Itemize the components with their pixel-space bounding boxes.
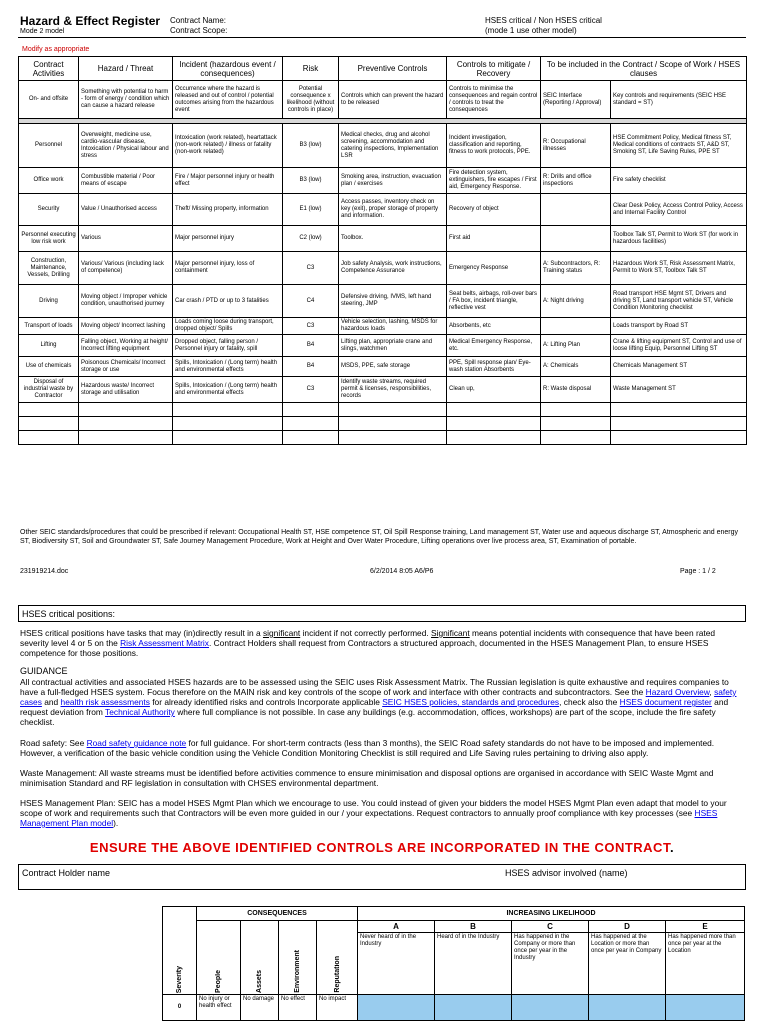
cell-seic: A: Lifting Plan: [541, 335, 611, 357]
cell-preventive: Smoking area, instruction, evacuation plan / exercises: [339, 168, 447, 194]
road-safety-paragraph: [20, 738, 744, 758]
cell-seic: A: Chemicals: [541, 357, 611, 377]
cell-preventive: Job safety Analysis, work instructions, Competence Assurance: [339, 252, 447, 285]
guidance-paragraph: [20, 677, 744, 727]
table-row: [19, 335, 747, 357]
text-span: Road safety: See: [20, 738, 87, 748]
cell-activity: Driving: [19, 285, 79, 318]
cell-mitigate: Emergency Response: [447, 252, 541, 285]
likelihood-desc: Has happened in the Company or more than once per year in the Industry: [512, 933, 589, 995]
cell-incident: Dropped object, falling person / Personnel injury or fatality, spill: [173, 335, 283, 357]
technical-authority-link[interactable]: Technical Authority: [105, 707, 175, 717]
severity-value: 0: [163, 995, 197, 1021]
cell-risk: C2 (low): [283, 226, 339, 252]
cell-risk: B3 (low): [283, 124, 339, 168]
hses-criticality: [485, 16, 602, 36]
assets-header: [241, 921, 279, 995]
cell-incident: Loads coming loose during transport, dropped object/ Spills: [173, 318, 283, 335]
reputation-label: Reputation: [333, 956, 341, 993]
cell-activity: Transport of loads: [19, 318, 79, 335]
text-span: for already identified risks and controls Incorporate applicable: [149, 697, 383, 707]
safety-cases-link[interactable]: safety cases: [20, 687, 737, 707]
critical-positions-box: HSES critical positions:: [18, 605, 746, 622]
cell-incident: Theft/ Missing property, information: [173, 194, 283, 226]
cell-mitigate: Incident investigation, classification and reporting, fitness to work protocols, PPE.: [447, 124, 541, 168]
cell-incident: Major personnel injury, loss of containment: [173, 252, 283, 285]
col-header-hazard: Hazard / Threat: [79, 57, 173, 81]
cell-activity: Personnel: [19, 124, 79, 168]
likelihood-letter: A: [358, 921, 435, 933]
table-row: [19, 357, 747, 377]
text-span: ENSURE THE ABOVE IDENTIFIED CONTROLS ARE INCORPORATED IN THE CONTRACT: [89, 840, 670, 855]
likelihood-letter: C: [512, 921, 589, 933]
text-span: incident if not correctly performed.: [300, 628, 432, 638]
likelihood-desc: Has happened more than once per year at the Location: [666, 933, 745, 995]
cell-risk: C3: [283, 252, 339, 285]
critical-positions-paragraph: [20, 628, 744, 658]
modify-note: Modify as appropriate: [22, 46, 90, 53]
cell-mitigate: Recovery of object: [447, 194, 541, 226]
table-row: [19, 124, 747, 168]
col-header-mitigate: Controls to mitigate / Recovery: [447, 57, 541, 81]
cell-clauses: Fire safety checklist: [611, 168, 747, 194]
cell-activity: Security: [19, 194, 79, 226]
cell-seic: SEIC Interface (Reporting / Approval): [541, 81, 611, 119]
cell-activity: Disposal of industrial waste by Contractor: [19, 377, 79, 403]
cell-hazard: Falling object, Working at height/ Incorrect lifting equipment: [79, 335, 173, 357]
cell-preventive: MSDS, PPE, safe storage: [339, 357, 447, 377]
seic-policies-link[interactable]: SEIC HSES policies, standards and procedures: [382, 697, 560, 707]
hses-plan-paragraph: [20, 798, 744, 828]
cell-preventive: Controls which can prevent the hazard to be released: [339, 81, 447, 119]
likelihood-desc: Never heard of in the Industry: [358, 933, 435, 995]
cell-hazard: Something with potential to harm - form of energy / condition which can cause a hazard release: [79, 81, 173, 119]
table-row: [19, 377, 747, 403]
register-header-row: [19, 57, 747, 81]
cell-mitigate: Fire detection system, extinguishers, fire escapes / First aid, Emergency Response.: [447, 168, 541, 194]
cell-mitigate: Medical Emergency Response, etc.: [447, 335, 541, 357]
text-span: HSES Management Plan: SEIC has a model HSES Mgmt Plan which we encourage to use. You could instead of given your bidders the model HSES Mgmt Plan even adapt that model to your scope of work and requirements such that Contractors will be even more guided in our / your expectations. Request contractors to annually proof compliance with key processes (see: [20, 798, 727, 818]
risk-cell-low: [666, 995, 745, 1021]
risk-assessment-matrix: [162, 906, 745, 1021]
cell-clauses: Hazardous Work ST, Risk Assessment Matrix, Permit to Work ST, Toolbox Talk ST: [611, 252, 747, 285]
cell-hazard: Various/ Various (including lack of competence): [79, 252, 173, 285]
col-header-contract: To be included in the Contract / Scope of Work / HSES clauses: [541, 57, 747, 81]
table-row-empty: [19, 403, 747, 417]
consequence-environment: No effect: [279, 995, 317, 1021]
risk-cell-low: [589, 995, 666, 1021]
health-risk-link[interactable]: health risk assessments: [60, 697, 150, 707]
cell-mitigate: Controls to minimise the consequences and regain control / controls to treat the consequences: [447, 81, 541, 119]
cell-seic: R: Waste disposal: [541, 377, 611, 403]
likelihood-letter: E: [666, 921, 745, 933]
cell-clauses: Key controls and requirements (SEIC HSE standard = ST): [611, 81, 747, 119]
consequence-people: No injury or health effect: [197, 995, 241, 1021]
cell-hazard: Moving object / Improper vehicle condition, unauthorised journey: [79, 285, 173, 318]
consequence-reputation: No impact: [317, 995, 358, 1021]
cell-incident: Major personnel injury: [173, 226, 283, 252]
cell-mitigate: Absorbents, etc: [447, 318, 541, 335]
cell-clauses: Crane & lifting equipment ST, Control and use of loose lifting Equip, Personnel Lifting ST: [611, 335, 747, 357]
cell-seic: R: Occupational illnesses: [541, 124, 611, 168]
text-span: , check also the: [559, 697, 620, 707]
likelihood-letter: D: [589, 921, 666, 933]
matrix-row-severity-0: [163, 995, 745, 1021]
standards-footnote: Other SEIC standards/procedures that could be prescribed if relevant: Occupational Health ST, HSE competence ST, Oil Spill Response training, Land management ST, Water use and aqueous discharge ST, Atmospheric and energy ST, Biodiversity ST, Soil and Groundwater ST, Safe Journey Management Procedure, Work at Height and Over Water Procedure, Lifting operations over live process area, ST, Examination of portable.: [20, 529, 739, 545]
matrix-letter-row: [163, 921, 745, 933]
cell-preventive: Vehicle selection, lashing, MSDS for hazardous loads: [339, 318, 447, 335]
register-subtitle: Mode 2 model: [20, 28, 65, 35]
footer-page: Page : 1 / 2: [680, 568, 716, 575]
text-span: ).: [113, 818, 119, 828]
ensure-controls-banner: [18, 840, 746, 855]
cell-seic: A: Night driving: [541, 285, 611, 318]
text-span: and request deviation from: [20, 697, 729, 717]
text-span: All contractual activities and associated HSES hazards are to be assessed using the SEIC uses Risk Assessment Matrix. The Russian legislation is quite exhaustive and requires companies to have a full-fledged HSES system. Focus therefore on the MAIN risk and key controls of the scope of work and interface with other contracts and subcontractors. See the: [20, 677, 729, 697]
guidance-heading: GUIDANCE: [20, 666, 68, 676]
text-span: Significant: [431, 628, 470, 638]
cell-mitigate: PPE, Spill response plan/ Eye-wash station Absorbents: [447, 357, 541, 377]
cell-risk: B3 (low): [283, 168, 339, 194]
reputation-header: [317, 921, 358, 995]
document-register-link[interactable]: HSES document register: [619, 697, 712, 707]
text-span: significant: [262, 628, 301, 638]
footer-doc-name: 231919214.doc: [20, 568, 69, 575]
environment-header: [279, 921, 317, 995]
severity-label: Severity: [176, 965, 183, 993]
hazard-overview-link[interactable]: Hazard Overview: [645, 687, 710, 697]
cell-mitigate: First aid: [447, 226, 541, 252]
cell-risk: Potential consequence x likelihood (without controls in place): [283, 81, 339, 119]
environment-label: Environment: [294, 950, 301, 993]
table-row-empty: [19, 431, 747, 445]
contract-name-label: Contract Name:: [170, 16, 227, 25]
col-header-incident: Incident (hazardous event / consequences): [173, 57, 283, 81]
col-header-preventive: Preventive Controls: [339, 57, 447, 81]
assets-label: Assets: [256, 970, 263, 993]
cell-risk: C4: [283, 285, 339, 318]
cell-incident: Occurrence where the hazard is released and out of control / potential outcomes arising from the hazardous event: [173, 81, 283, 119]
cell-activity: Office work: [19, 168, 79, 194]
cell-risk: B4: [283, 357, 339, 377]
hses-criticality-line1: HSES critical / Non HSES critical: [485, 16, 602, 25]
cell-hazard: Poisonous Chemicals/ Incorrect storage or use: [79, 357, 173, 377]
hses-advisor-label: HSES advisor involved (name): [505, 868, 628, 878]
cell-clauses: Waste Management ST: [611, 377, 747, 403]
text-span: means potential incidents with consequence that have been rated severity level 4 or 5 on the: [20, 628, 716, 648]
table-row: [19, 285, 747, 318]
risk-cell-low: [435, 995, 512, 1021]
risk-cell-low: [512, 995, 589, 1021]
cell-clauses: Chemicals Management ST: [611, 357, 747, 377]
likelihood-desc: Heard of in the Industry: [435, 933, 512, 995]
text-span: HSES critical positions have tasks that may (in)directly result in a: [20, 628, 263, 638]
cell-activity: Personnel executing low risk work: [19, 226, 79, 252]
hazard-register-table: [18, 56, 747, 445]
cell-incident: Spills, Intoxication / (Long term) health and environmental effects: [173, 377, 283, 403]
contract-labels: [170, 16, 227, 36]
cell-preventive: Medical checks, drug and alcohol screening, accommodation and catering inspections, Implementation LSR: [339, 124, 447, 168]
cell-clauses: Clear Desk Policy, Access Control Policy, Access and Internal Facility Control: [611, 194, 747, 226]
table-row: [19, 226, 747, 252]
cell-seic: [541, 194, 611, 226]
table-row-onoff: [19, 81, 747, 119]
likelihood-header: INCREASING LIKELIHOOD: [358, 907, 745, 921]
footer-date: 6/2/2014 8:05 A6/P6: [370, 568, 434, 575]
text-span: ,: [709, 687, 715, 697]
register-title: Hazard & Effect Register: [20, 14, 161, 28]
hses-criticality-line2: (mode 1 use other model): [485, 26, 577, 35]
likelihood-desc: Has happened at the Location or more than once per year in Company: [589, 933, 666, 995]
hses-plan-link[interactable]: HSES Management Plan model: [20, 808, 718, 828]
people-header: [197, 921, 241, 995]
likelihood-letter: B: [435, 921, 512, 933]
people-label: People: [215, 970, 222, 993]
cell-clauses: Road transport HSE Mgmt ST, Drivers and driving ST, Land transport vehicle ST, Vehicle Condition Monitoring checklist: [611, 285, 747, 318]
cell-activity: Use of chemicals: [19, 357, 79, 377]
cell-hazard: Overweight, medicine use, cardio-vascular disease, Intoxication / Physical labour and stress: [79, 124, 173, 168]
contract-holder-label: Contract Holder name: [22, 868, 111, 878]
cell-seic: R: Drills and office inspections: [541, 168, 611, 194]
cell-mitigate: Clean up,: [447, 377, 541, 403]
contract-holder-box: [18, 864, 746, 890]
consequences-header: CONSEQUENCES: [197, 907, 358, 921]
risk-cell-low: [358, 995, 435, 1021]
cell-activity: On- and offsite: [19, 81, 79, 119]
cell-hazard: Various: [79, 226, 173, 252]
cell-risk: C3: [283, 377, 339, 403]
cell-incident: Car crash / PTD or up to 3 fatalities: [173, 285, 283, 318]
cell-clauses: Loads transport by Road ST: [611, 318, 747, 335]
cell-clauses: HSE Commitment Policy, Medical fitness ST, Medical conditions of contracts ST, A&D ST, Smoking ST, Life Saving Rules, PPE ST: [611, 124, 747, 168]
risk-matrix-link[interactable]: Risk Assessment Matrix: [120, 638, 209, 648]
waste-management-paragraph: Waste Management: All waste streams must be identified before activities commence to ensure minimisation and disposal options are organised in accordance with SEIC Waste Mgmt and minimisation Standard and RF legislation in consultation with CHSES environmental department.: [20, 768, 714, 788]
cell-seic: [541, 226, 611, 252]
cell-hazard: Moving object/ Incorrect lashing: [79, 318, 173, 335]
cell-hazard: Combustible material / Poor means of escape: [79, 168, 173, 194]
table-row: [19, 252, 747, 285]
text-span: and: [41, 697, 61, 707]
severity-header: [163, 907, 197, 995]
text-span: where full compliance is not possible. In case any buildings (e.g. accommodation, offices, workshops) are part of the scope, include the fire safety checklist.: [20, 707, 716, 727]
table-row: [19, 194, 747, 226]
table-row: [19, 318, 747, 335]
text-span: . Contract Holders shall request from Contractors a structured approach, documented in the HSES Management Plan, to ensure HSES competence for those positions.: [20, 638, 709, 658]
table-row: [19, 168, 747, 194]
cell-hazard: Hazardous waste/ Incorrect storage and utilisation: [79, 377, 173, 403]
cell-incident: Intoxication (work related), heartattack (non-work related) / illness or fatality (non-work related): [173, 124, 283, 168]
cell-preventive: Identify waste streams, required permit & licenses, responsibilities, records: [339, 377, 447, 403]
cell-mitigate: Seat belts, airbags, roll-over bars / FA box, incident triangle, reflective vest: [447, 285, 541, 318]
cell-seic: A: Subcontractors, R: Training status: [541, 252, 611, 285]
cell-risk: E1 (low): [283, 194, 339, 226]
contract-scope-label: Contract Scope:: [170, 26, 228, 35]
cell-activity: Lifting: [19, 335, 79, 357]
cell-clauses: Toolbox Talk ST, Permit to Work ST (for work in hazardous facilities): [611, 226, 747, 252]
col-header-risk: Risk: [283, 57, 339, 81]
cell-risk: C3: [283, 318, 339, 335]
cell-incident: Fire / Major personnel injury or health effect: [173, 168, 283, 194]
cell-preventive: Access passes, inventory check on key (exit), proper storage of property and information.: [339, 194, 447, 226]
text-span: .: [669, 840, 675, 855]
col-header-activities: Contract Activities: [19, 57, 79, 81]
cell-risk: B4: [283, 335, 339, 357]
cell-preventive: Defensive driving, IVMS, left hand steering, JMP: [339, 285, 447, 318]
cell-hazard: Value / Unauthorised access: [79, 194, 173, 226]
cell-incident: Spills, Intoxication / (Long term) health and environmental effects: [173, 357, 283, 377]
header-divider: [18, 37, 746, 38]
consequence-assets: No damage: [241, 995, 279, 1021]
matrix-header-row: [163, 907, 745, 921]
cell-preventive: Toolbox.: [339, 226, 447, 252]
road-safety-link[interactable]: Road safety guidance note: [86, 738, 187, 748]
cell-preventive: Lifting plan, appropriate crane and slings, watchmen: [339, 335, 447, 357]
cell-activity: Construction, Maintenance, Vessels, Drilling: [19, 252, 79, 285]
text-span: for full guidance. For short-term contracts (less than 3 months), the SEIC Road safety standards do not have to be imposed and implemented. However, a verification of the basic vehicle condition using the Vehicle Condition Monitoring Checklist is still required and Life Saving rules pertaining to driving also apply.: [20, 738, 715, 758]
table-row-empty: [19, 417, 747, 431]
cell-seic: [541, 318, 611, 335]
